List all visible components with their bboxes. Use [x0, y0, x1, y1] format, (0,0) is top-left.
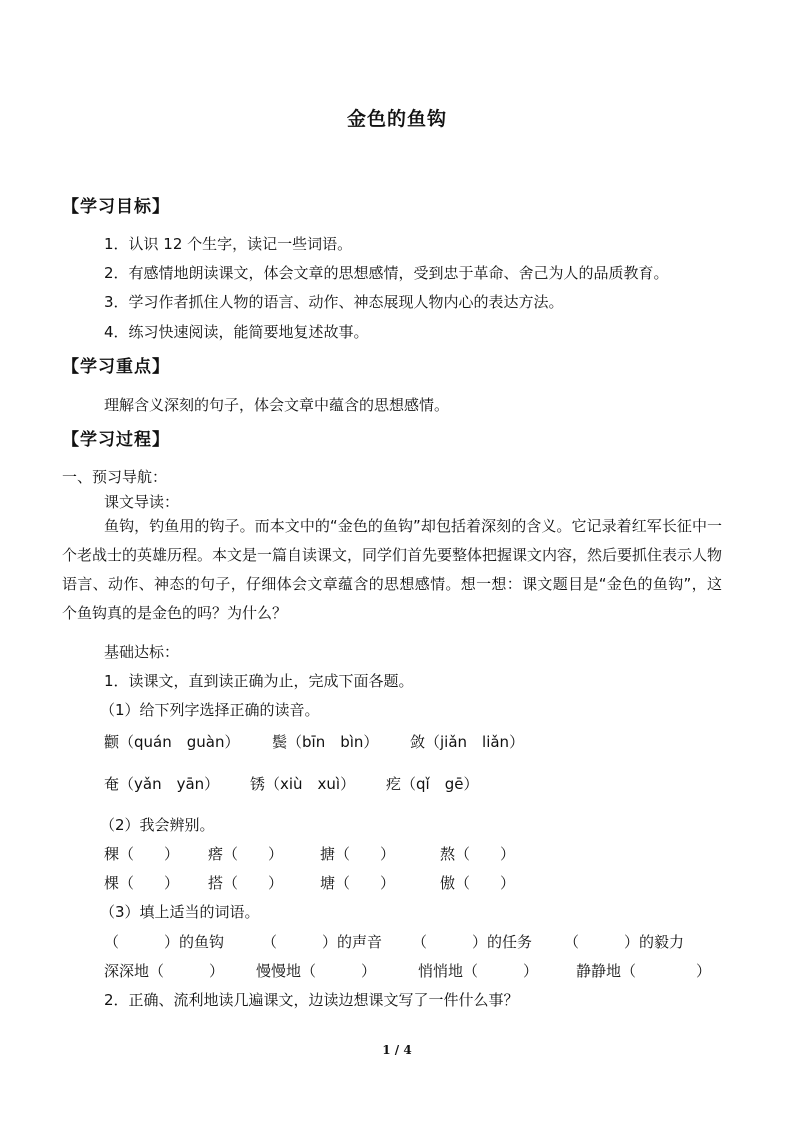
process-heading: 【学习过程】: [62, 430, 170, 450]
discern-item: 熬（ ）: [440, 845, 516, 863]
page-title: 金色的鱼钩: [346, 108, 447, 130]
basic-label: 基础达标：: [104, 643, 180, 661]
discern-item: 搪（ ）: [320, 845, 396, 863]
pinyin-choice: 锈（xiù xuì）: [250, 775, 356, 793]
objective-item: 1．认识 12 个生字，读记一些词语。: [104, 235, 353, 253]
guide-text: 鱼钩，钓鱼用的钩子。而本文中的“金色的鱼钩”却包括着深刻的含义。它记录着红军长征中一个老战士的英雄历程。本文是一篇自读课文，同学们首先要整体把握课文内容，然后要抓住表示人物语言、动作、神态的句子，仔细体会文章蕴含的思想感情。想一想：课文题目是“金色的鱼钩”，这个鱼钩真的是金色的吗？为什么？: [62, 517, 723, 622]
question-1-3: （3）填上适当的词语。: [100, 903, 260, 921]
fill-item: 静静地（ ）: [576, 962, 712, 980]
key-points-heading: 【学习重点】: [62, 357, 170, 377]
objective-item: 2．有感情地朗读课文，体会文章的思想感情，受到忠于革命、舍己为人的品质教育。: [104, 264, 669, 282]
pinyin-choice: 颧（quán guàn）: [104, 733, 240, 751]
objective-item: 4．练习快速阅读，能简要地复述故事。: [104, 323, 369, 341]
fill-item: （ ）的毅力: [564, 933, 685, 951]
discern-item: 瘩（ ）: [208, 845, 284, 863]
fill-item: （ ）的鱼钩: [104, 933, 225, 951]
fill-item: 悄悄地（ ）: [418, 962, 539, 980]
question-1-1: （1）给下列字选择正确的读音。: [100, 701, 320, 719]
guide-label: 课文导读：: [104, 493, 180, 511]
discern-item: 搭（ ）: [208, 874, 284, 892]
objectives-heading: 【学习目标】: [62, 197, 170, 217]
discern-item: 塘（ ）: [320, 874, 396, 892]
pinyin-choice: 鬓（bīn bìn）: [272, 733, 379, 751]
pinyin-choice: 奄（yǎn yān）: [104, 775, 220, 793]
discern-item: 棵（ ）: [104, 874, 180, 892]
fill-item: 慢慢地（ ）: [256, 962, 377, 980]
discern-item: 稞（ ）: [104, 845, 180, 863]
discern-item: 傲（ ）: [440, 874, 516, 892]
fill-item: 深深地（ ）: [104, 962, 225, 980]
objective-item: 3．学习作者抓住人物的语言、动作、神态展现人物内心的表达方法。: [104, 293, 564, 311]
question-2: 2．正确、流利地读几遍课文，边读边想课文写了一件什么事？: [104, 991, 519, 1009]
fill-item: （ ）的任务: [412, 933, 533, 951]
guide-paragraph: [62, 512, 722, 628]
fill-item: （ ）的声音: [262, 933, 383, 951]
question-1-2: （2）我会辨别。: [100, 816, 215, 834]
pinyin-choice: 疙（qǐ gē）: [386, 775, 479, 793]
key-points-text: 理解含义深刻的句子，体会文章中蕴含的思想感情。: [104, 396, 450, 414]
page-number: 1 / 4: [382, 1043, 412, 1057]
pinyin-choice: 敛（jiǎn liǎn）: [410, 733, 525, 751]
question-1: 1．读课文，直到读正确为止，完成下面各题。: [104, 672, 414, 690]
preview-section-label: 一、预习导航：: [62, 468, 168, 486]
